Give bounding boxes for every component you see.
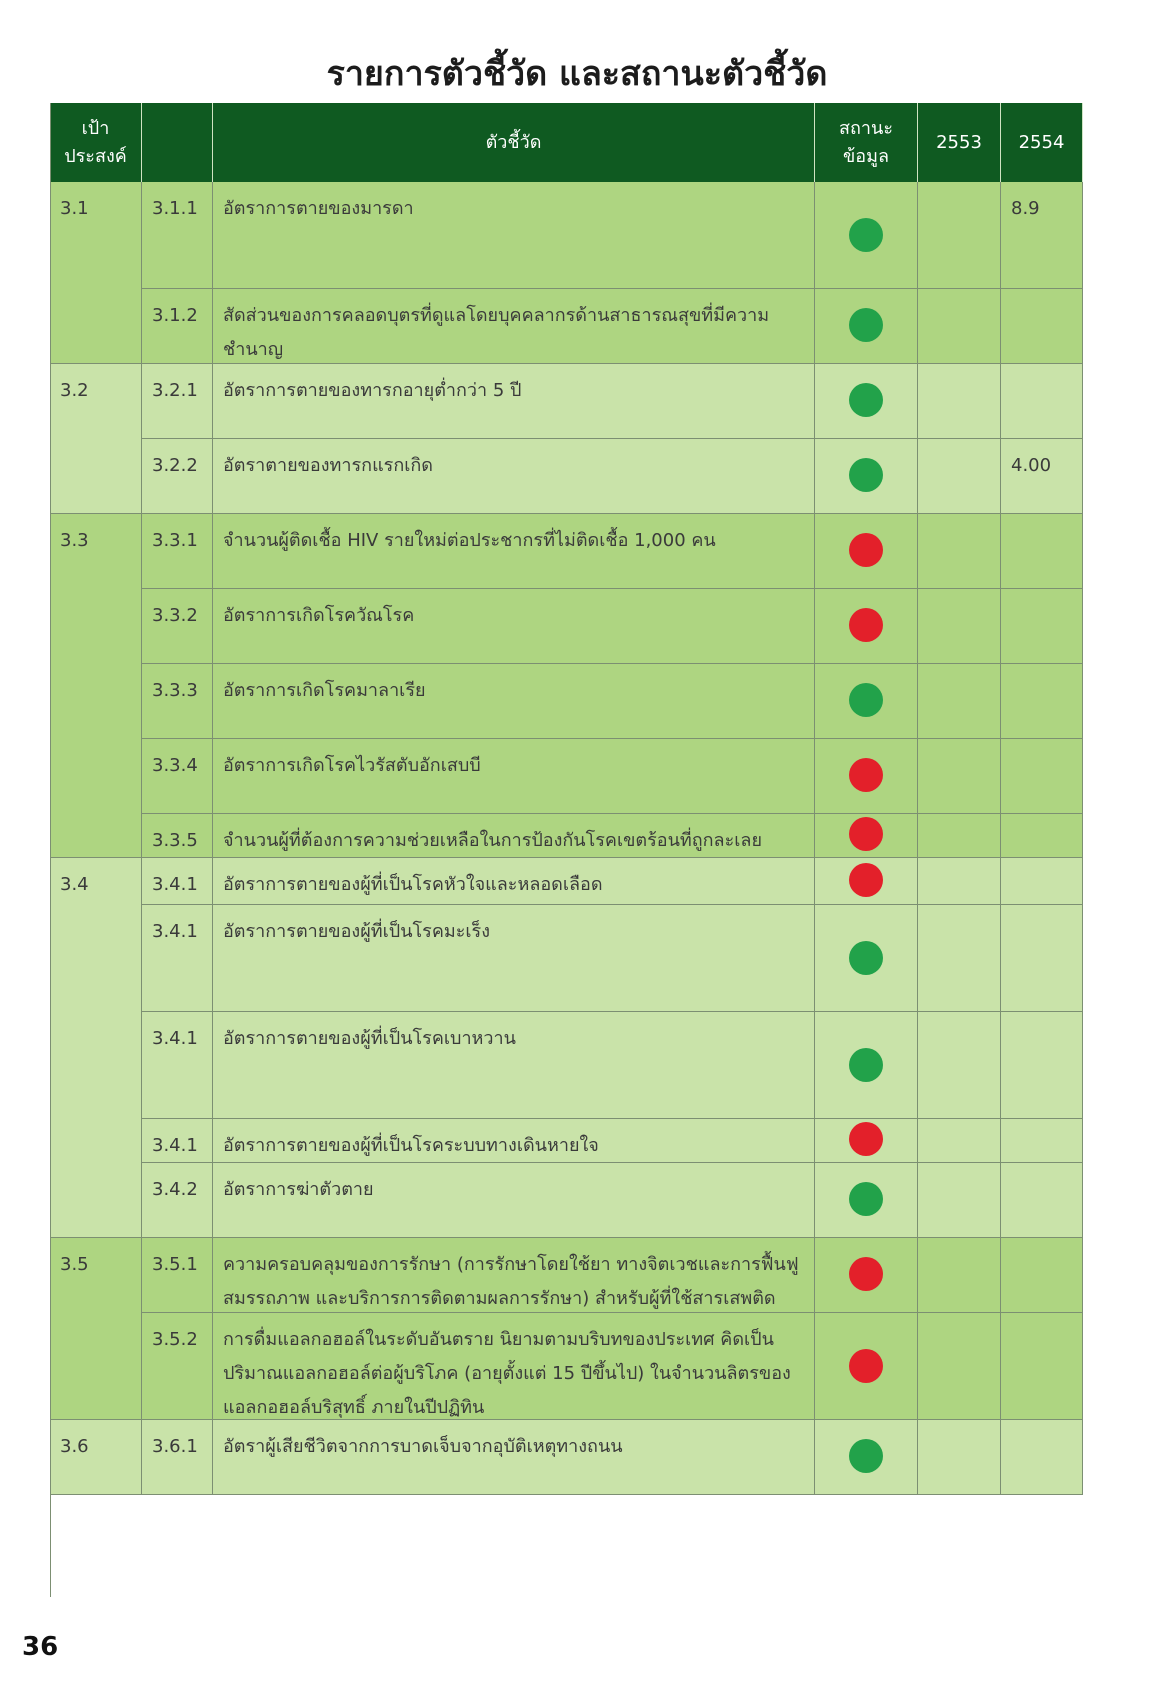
status-green-dot	[849, 1182, 883, 1216]
value-2554	[1001, 1420, 1083, 1495]
header-status	[815, 103, 918, 182]
value-2553	[918, 664, 1001, 739]
indicator-name-line: จำนวนผู้ติดเชื้อ HIV รายใหม่ต่อประชากรที่ไม่ติดเชื้อ 1,000 คน	[223, 530, 716, 551]
value-2554	[1001, 1163, 1083, 1238]
value-2553	[918, 1119, 1001, 1163]
status-cell	[815, 364, 918, 439]
status-cell	[815, 289, 918, 364]
indicator-name-line: อัตราการตายของทารกอายุต่ำกว่า 5 ปี	[223, 380, 522, 401]
value-2554	[1001, 739, 1083, 814]
status-cell	[815, 1012, 918, 1119]
indicator-name-line: อัตราการเกิดโรคไวรัสตับอักเสบบี	[223, 755, 481, 776]
indicator-code: 3.3.3	[142, 664, 213, 739]
value-2554	[1001, 1012, 1083, 1119]
status-cell	[815, 589, 918, 664]
status-cell	[815, 1163, 918, 1238]
indicator-name	[213, 1163, 815, 1238]
goal-cell: 3.2	[50, 364, 142, 514]
indicator-name	[213, 1420, 815, 1495]
indicator-name	[213, 905, 815, 1012]
indicator-name-line: อัตราการตายของผู้ที่เป็นโรคเบาหวาน	[223, 1028, 516, 1049]
indicator-code: 3.6.1	[142, 1420, 213, 1495]
value-2554	[1001, 858, 1083, 905]
value-2554	[1001, 1119, 1083, 1163]
status-cell	[815, 439, 918, 514]
indicator-code: 3.4.2	[142, 1163, 213, 1238]
indicator-code: 3.3.5	[142, 814, 213, 858]
indicator-name-line: จำนวนผู้ที่ต้องการความช่วยเหลือในการป้องกันโรคเขตร้อนที่ถูกละเลย	[223, 830, 762, 851]
indicator-name-line: อัตราตายของทารกแรกเกิด	[223, 455, 433, 476]
value-2554	[1001, 289, 1083, 364]
status-green-dot	[849, 458, 883, 492]
value-2554	[1001, 814, 1083, 858]
status-red-dot	[849, 863, 883, 897]
indicator-code: 3.3.1	[142, 514, 213, 589]
value-2553	[918, 905, 1001, 1012]
value-2554: 4.00	[1001, 439, 1083, 514]
header-goal-line1: เป้า	[81, 117, 110, 139]
status-red-dot	[849, 1122, 883, 1156]
value-2553	[918, 1313, 1001, 1420]
indicator-name	[213, 1238, 815, 1313]
status-red-dot	[849, 533, 883, 567]
indicator-name-line: ปริมาณแอลกอฮอล์ต่อผู้บริโภค (อายุตั้งแต่ 15 ปีขึ้นไป) ในจำนวนลิตรของ	[223, 1363, 791, 1384]
status-green-dot	[849, 308, 883, 342]
value-2553	[918, 1163, 1001, 1238]
goal-cell: 3.6	[50, 1420, 142, 1495]
value-2554	[1001, 589, 1083, 664]
indicator-name-line: ความครอบคลุมของการรักษา (การรักษาโดยใช้ยา ทางจิตเวชและการฟื้นฟู	[223, 1254, 799, 1275]
header-code	[142, 103, 213, 182]
indicator-name	[213, 664, 815, 739]
value-2553	[918, 1420, 1001, 1495]
indicator-name-line: แอลกอฮอล์บริสุทธิ์ ภายในปีปฏิทิน	[223, 1397, 485, 1418]
value-2553	[918, 364, 1001, 439]
page-title: รายการตัวชี้วัด และสถานะตัวชี้วัด	[326, 54, 828, 94]
value-2553	[918, 739, 1001, 814]
status-green-dot	[849, 1048, 883, 1082]
indicator-code: 3.4.1	[142, 1012, 213, 1119]
value-2554	[1001, 1313, 1083, 1420]
indicator-name-line: การดื่มแอลกอฮอล์ในระดับอันตราย นิยามตามบริบทของประเทศ คิดเป็น	[223, 1329, 774, 1350]
indicator-name	[213, 589, 815, 664]
indicator-code: 3.5.1	[142, 1238, 213, 1313]
indicator-name	[213, 1313, 815, 1420]
value-2554	[1001, 664, 1083, 739]
value-2553	[918, 1012, 1001, 1119]
goal-cell: 3.5	[50, 1238, 142, 1420]
header-status-line2: ข้อมูล	[842, 145, 889, 167]
indicator-code: 3.2.2	[142, 439, 213, 514]
value-2553	[918, 814, 1001, 858]
status-cell	[815, 739, 918, 814]
indicator-code: 3.4.1	[142, 905, 213, 1012]
indicator-name-line: อัตราการตายของผู้ที่เป็นโรคระบบทางเดินหายใจ	[223, 1135, 599, 1156]
indicator-name	[213, 182, 815, 289]
indicator-name	[213, 364, 815, 439]
value-2554	[1001, 514, 1083, 589]
indicator-name	[213, 514, 815, 589]
indicator-name	[213, 1119, 815, 1163]
header-goal	[50, 103, 142, 182]
value-2553	[918, 289, 1001, 364]
value-2553	[918, 182, 1001, 289]
indicator-name-line: อัตราการเกิดโรควัณโรค	[223, 605, 415, 626]
indicator-code: 3.1.2	[142, 289, 213, 364]
value-2553	[918, 589, 1001, 664]
header-year-2553: 2553	[918, 103, 1001, 182]
value-2553	[918, 858, 1001, 905]
indicator-name-line: อัตราการตายของมารดา	[223, 198, 414, 219]
indicator-name	[213, 439, 815, 514]
indicator-code: 3.1.1	[142, 182, 213, 289]
status-cell	[815, 814, 918, 858]
status-red-dot	[849, 758, 883, 792]
goal-cell: 3.4	[50, 858, 142, 1238]
indicator-name-line: อัตราผู้เสียชีวิตจากการบาดเจ็บจากอุบัติเหตุทางถนน	[223, 1436, 623, 1457]
status-red-dot	[849, 817, 883, 851]
status-cell	[815, 182, 918, 289]
status-cell	[815, 1420, 918, 1495]
header-goal-line2: ประสงค์	[64, 145, 127, 167]
status-green-dot	[849, 683, 883, 717]
indicator-code: 3.4.1	[142, 1119, 213, 1163]
indicator-code: 3.2.1	[142, 364, 213, 439]
indicator-code: 3.5.2	[142, 1313, 213, 1420]
status-red-dot	[849, 1349, 883, 1383]
indicator-name	[213, 289, 815, 364]
status-red-dot	[849, 1257, 883, 1291]
goal-cell: 3.3	[50, 514, 142, 858]
indicator-code: 3.3.4	[142, 739, 213, 814]
status-green-dot	[849, 941, 883, 975]
header-year-2554: 2554	[1001, 103, 1083, 182]
indicator-name	[213, 739, 815, 814]
indicator-name-line: อัตราการตายของผู้ที่เป็นโรคหัวใจและหลอดเลือด	[223, 874, 603, 895]
status-cell	[815, 664, 918, 739]
value-2553	[918, 439, 1001, 514]
status-cell	[815, 1238, 918, 1313]
indicator-name	[213, 1012, 815, 1119]
status-cell	[815, 1119, 918, 1163]
indicator-code: 3.3.2	[142, 589, 213, 664]
status-green-dot	[849, 218, 883, 252]
status-red-dot	[849, 608, 883, 642]
indicator-table	[50, 103, 1083, 1597]
indicator-name	[213, 858, 815, 905]
indicator-name-line: สมรรถภาพ และบริการการติดตามผลการรักษา) สำหรับผู้ที่ใช้สารเสพติด	[223, 1288, 776, 1309]
status-cell	[815, 858, 918, 905]
header-status-line1: สถานะ	[839, 117, 893, 139]
status-cell	[815, 1313, 918, 1420]
status-cell	[815, 905, 918, 1012]
indicator-code: 3.4.1	[142, 858, 213, 905]
value-2554	[1001, 364, 1083, 439]
value-2554	[1001, 905, 1083, 1012]
page-number: 36	[22, 1632, 59, 1662]
header-indicator: ตัวชี้วัด	[213, 103, 815, 182]
value-2553	[918, 514, 1001, 589]
goal-cell: 3.1	[50, 182, 142, 364]
indicator-name-line: อัตราการฆ่าตัวตาย	[223, 1179, 374, 1200]
value-2553	[918, 1238, 1001, 1313]
status-green-dot	[849, 383, 883, 417]
indicator-name-line: สัดส่วนของการคลอดบุตรที่ดูแลโดยบุคคลากรด้านสาธารณสุขที่มีความชำนาญ	[223, 305, 770, 360]
indicator-name-line: อัตราการตายของผู้ที่เป็นโรคมะเร็ง	[223, 921, 491, 942]
indicator-name-line: อัตราการเกิดโรคมาลาเรีย	[223, 680, 426, 701]
status-cell	[815, 514, 918, 589]
indicator-name	[213, 814, 815, 858]
value-2554	[1001, 1238, 1083, 1313]
status-green-dot	[849, 1439, 883, 1473]
value-2554: 8.9	[1001, 182, 1083, 289]
